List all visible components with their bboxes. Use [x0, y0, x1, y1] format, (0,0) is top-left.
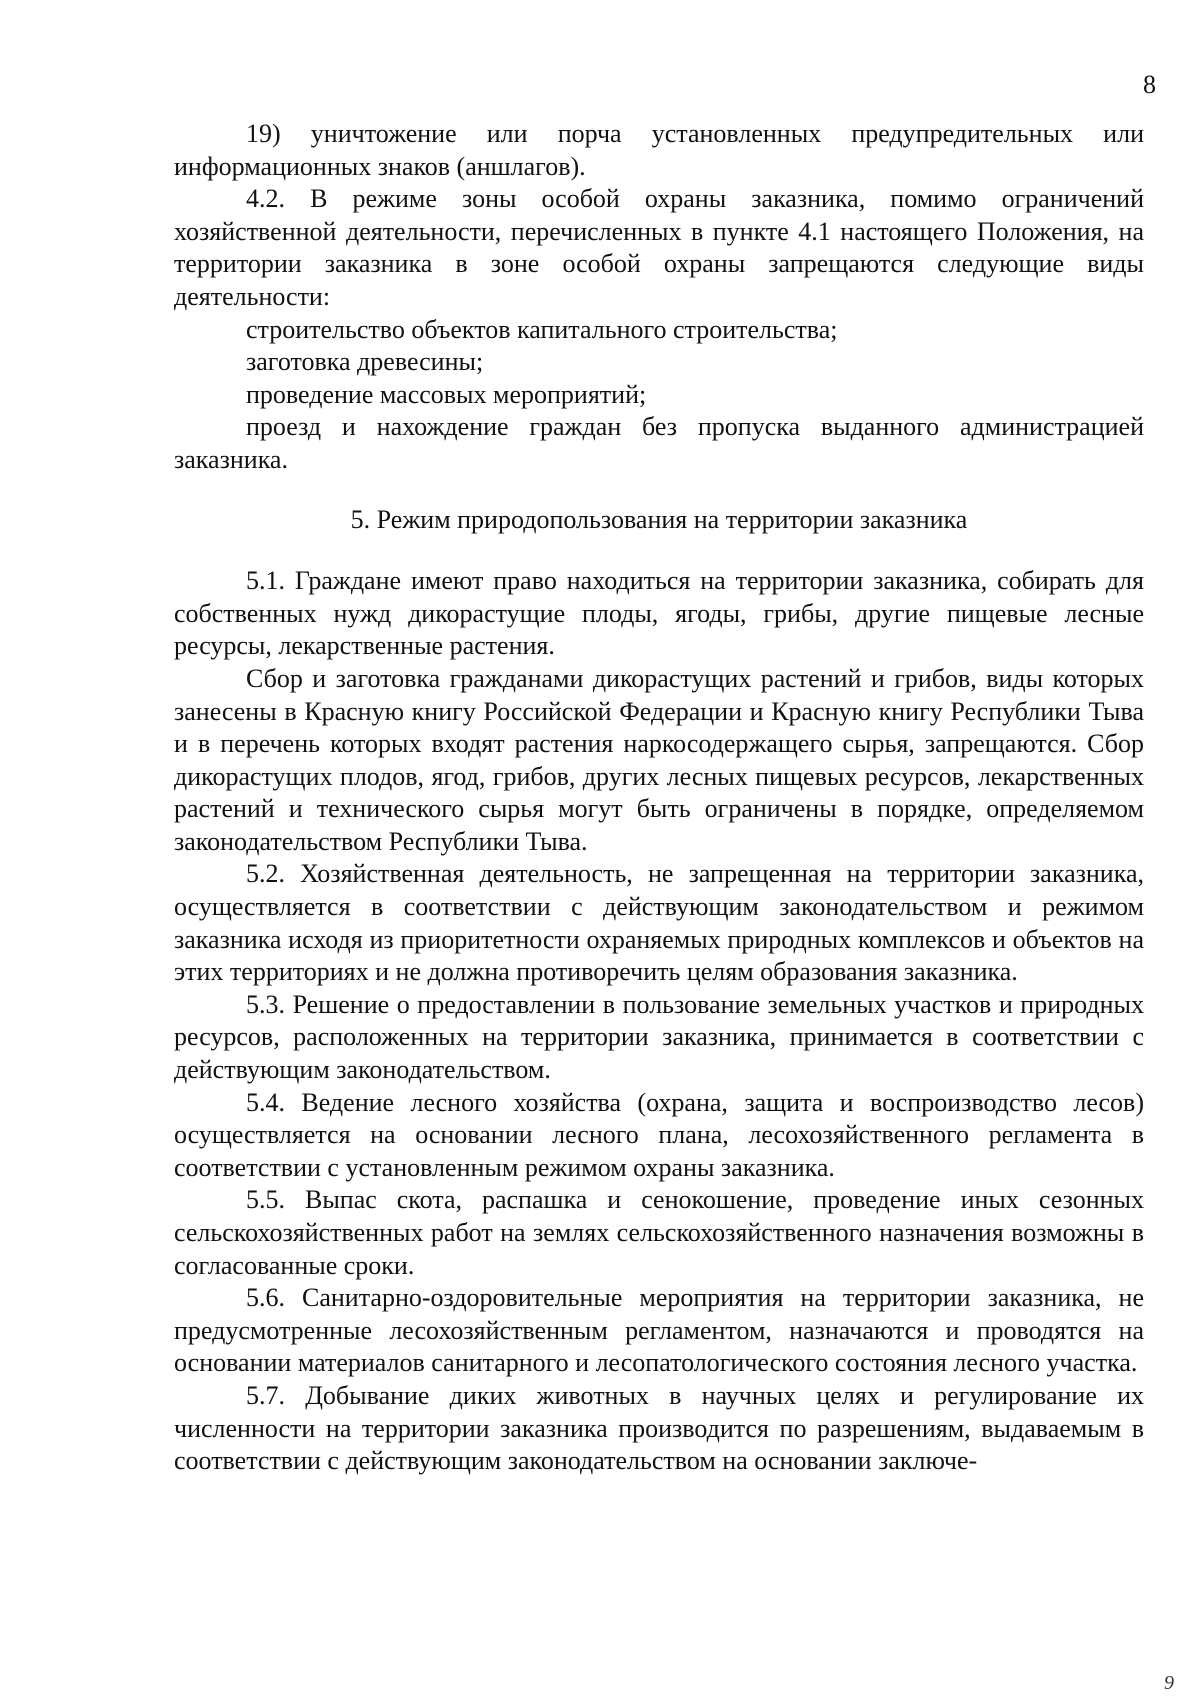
restriction-list-item: строительство объектов капитального строительства;: [246, 314, 838, 344]
paragraph-5-1-continued: Сбор и заготовка гражданами дикорастущих растений и грибов, виды которых занесены в Красную книгу Российской Федерации и Красную книгу Республики Тыва и в перечень которых входят растения наркосодержащего сырья, запрещаются. Сбор дикорастущих плодов, ягод, грибов, других лесных пищевых ресурсов, лекарственных растений и технического сырья могут быть ограничены в порядке, определяемом законодательством Республики Тыва.: [174, 663, 1144, 856]
paragraph-5-4: 5.4. Ведение лесного хозяйства (охрана, защита и воспроизводство лесов) осуществляется на основании лесного плана, лесохозяйственного регламента в соответствии с установленным режимом охраны заказника.: [174, 1087, 1144, 1182]
paragraph-5-5: 5.5. Выпас скота, распашка и сенокошение, проведение иных сезонных сельскохозяйственных работ на землях сельскохозяйственного назначения возможны в согласованные сроки.: [174, 1185, 1144, 1280]
section-5-title: 5. Режим природопользования на территории заказника: [350, 504, 968, 534]
paragraph-item-19: 19) уничтожение или порча установленных предупредительных или информационных знаков (аншлагов).: [174, 119, 1144, 181]
paragraph-4-2: 4.2. В режиме зоны особой охраны заказника, помимо ограничений хозяйственной деятельности, перечисленных в пункте 4.1 настоящего Положения, на территории заказника в зоне особой охраны запрещаются следующие виды деятельности:: [174, 184, 1144, 311]
paragraph-5-3: 5.3. Решение о предоставлении в пользование земельных участков и природных ресурсов, расположенных на территории заказника, принимается в соответствии с действующим законодательством.: [174, 989, 1144, 1085]
next-page-mark: 9: [1164, 1672, 1174, 1694]
paragraph-5-2: 5.2. Хозяйственная деятельность, не запрещенная на территории заказника, осуществляется в соответствии с действующим законодательством и режимом заказника исходя из приоритетности охраняемых природных комплексов и объектов на этих территориях и не должна противоречить целям образования заказника.: [174, 859, 1144, 987]
restriction-list-item: заготовка древесины;: [246, 347, 484, 377]
document-body: [174, 118, 1144, 1478]
page-number: 8: [1143, 70, 1156, 99]
restriction-list-item: проезд и нахождение граждан без пропуска выданного администрацией заказника.: [174, 412, 1144, 474]
paragraph-5-1: 5.1. Граждане имеют право находиться на территории заказника, собирать для собственных нужд дикорастущие плоды, ягоды, грибы, другие пищевые лесные ресурсы, лекарственные растения.: [174, 566, 1144, 661]
restriction-list-item: проведение массовых мероприятий;: [246, 379, 647, 409]
paragraph-5-6: 5.6. Санитарно-оздоровительные мероприятия на территории заказника, не предусмотренные лесохозяйственным регламентом, назначаются и проводятся на основании материалов санитарного и лесопатологического состояния лесного участка.: [174, 1283, 1144, 1378]
paragraph-5-7: 5.7. Добывание диких животных в научных целях и регулирование их численности на территории заказника производится по разрешениям, выдаваемым в соответствии с действующим законодательством на основании заключе-: [174, 1380, 1144, 1476]
